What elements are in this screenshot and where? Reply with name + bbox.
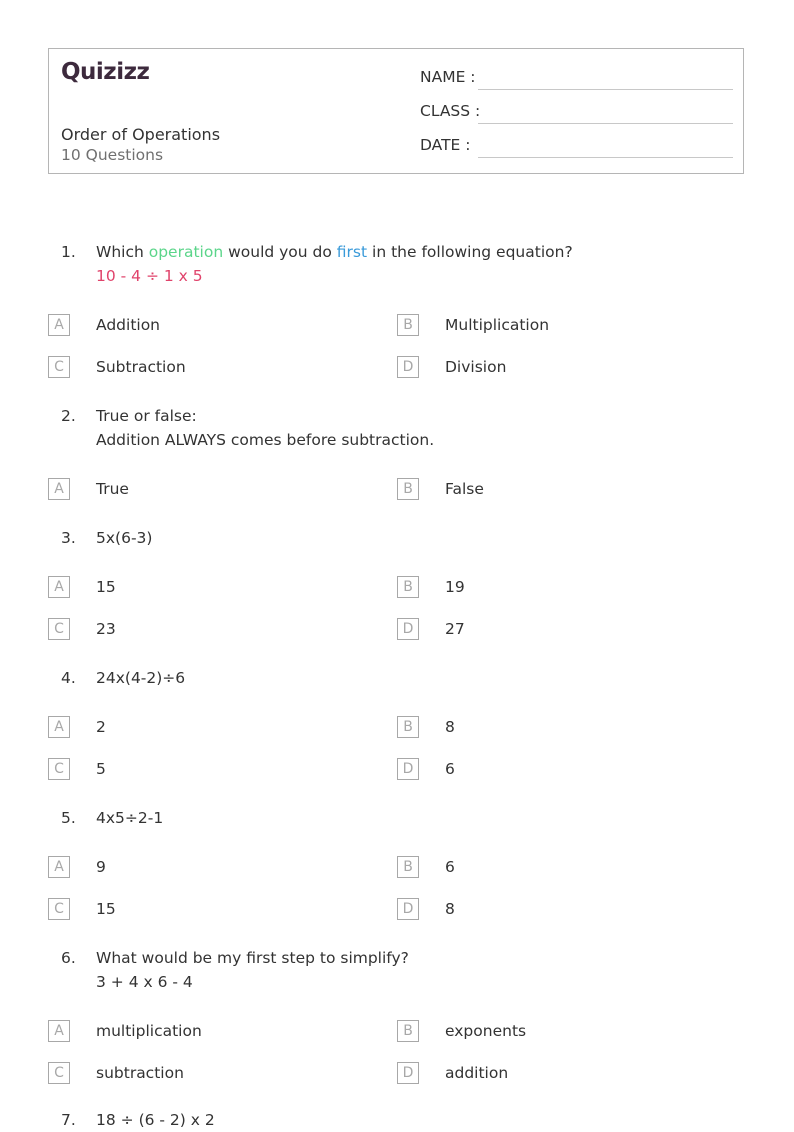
option-text: Addition	[96, 316, 161, 334]
option-letter: A	[48, 576, 70, 598]
option-text: 2	[96, 718, 106, 736]
question-text: 18 ÷ (6 - 2) x 2	[96, 1111, 215, 1129]
name-field[interactable]	[478, 89, 733, 90]
question-text: 5x(6-3)	[96, 529, 153, 547]
option-text: 6	[445, 760, 455, 778]
question-number: 2.	[61, 407, 76, 425]
question-text: 24x(4-2)÷6	[96, 669, 186, 687]
option-letter: D	[397, 356, 419, 378]
option-text: True	[96, 480, 129, 498]
option-letter: D	[397, 618, 419, 640]
date-field[interactable]	[478, 157, 733, 158]
option-letter: A	[48, 314, 70, 336]
option-text: Division	[445, 358, 507, 376]
class-label: CLASS :	[420, 102, 481, 120]
equation-text: 10 - 4 ÷ 1 x 5	[96, 267, 203, 285]
question-text-part: Which	[96, 243, 149, 261]
option-letter: D	[397, 1062, 419, 1084]
option-text: 19	[445, 578, 465, 596]
option-text: 15	[96, 900, 116, 918]
question-number: 7.	[61, 1111, 76, 1129]
option-letter: A	[48, 716, 70, 738]
option-letter: C	[48, 1062, 70, 1084]
option-letter: B	[397, 576, 419, 598]
option-text: 6	[445, 858, 455, 876]
option-text: 8	[445, 900, 455, 918]
question-text-part: would you do	[223, 243, 337, 261]
worksheet-title: Order of Operations	[61, 125, 221, 144]
option-letter: B	[397, 314, 419, 336]
name-label: NAME :	[420, 68, 476, 86]
date-label: DATE :	[420, 136, 471, 154]
option-text: exponents	[445, 1022, 527, 1040]
option-text: subtraction	[96, 1064, 184, 1082]
question-number: 4.	[61, 669, 76, 687]
question-number: 3.	[61, 529, 76, 547]
option-letter: C	[48, 356, 70, 378]
option-letter: C	[48, 898, 70, 920]
option-letter: B	[397, 856, 419, 878]
option-letter: B	[397, 1020, 419, 1042]
option-text: False	[445, 480, 484, 498]
question-number: 1.	[61, 243, 76, 261]
question-text	[96, 240, 573, 264]
option-text: 8	[445, 718, 455, 736]
option-text: addition	[445, 1064, 509, 1082]
question-count: 10 Questions	[61, 146, 164, 164]
option-text: 9	[96, 858, 106, 876]
highlight-operation: operation	[148, 243, 224, 261]
option-text: 15	[96, 578, 116, 596]
option-letter: D	[397, 758, 419, 780]
quizizz-logo: Quizizz	[61, 59, 150, 85]
option-letter: A	[48, 1020, 70, 1042]
option-letter: A	[48, 478, 70, 500]
question-text: Addition ALWAYS comes before subtraction.	[96, 431, 435, 449]
worksheet-header	[48, 48, 744, 174]
option-text: 27	[445, 620, 465, 638]
highlight-first: first	[336, 243, 368, 261]
option-text: Subtraction	[96, 358, 186, 376]
option-text: multiplication	[96, 1022, 202, 1040]
question-text: 4x5÷2-1	[96, 809, 164, 827]
option-letter: C	[48, 758, 70, 780]
option-letter: D	[397, 898, 419, 920]
question-text-part: in the following equation?	[367, 243, 573, 261]
option-text: Multiplication	[445, 316, 550, 334]
question-number: 6.	[61, 949, 76, 967]
option-letter: B	[397, 716, 419, 738]
question-number: 5.	[61, 809, 76, 827]
option-text: 23	[96, 620, 116, 638]
option-letter: A	[48, 856, 70, 878]
question-text: True or false:	[96, 407, 197, 425]
option-text: 5	[96, 760, 106, 778]
question-text: What would be my first step to simplify?	[96, 949, 409, 967]
option-letter: C	[48, 618, 70, 640]
option-letter: B	[397, 478, 419, 500]
class-field[interactable]	[478, 123, 733, 124]
equation-text: 3 + 4 x 6 - 4	[96, 973, 193, 991]
